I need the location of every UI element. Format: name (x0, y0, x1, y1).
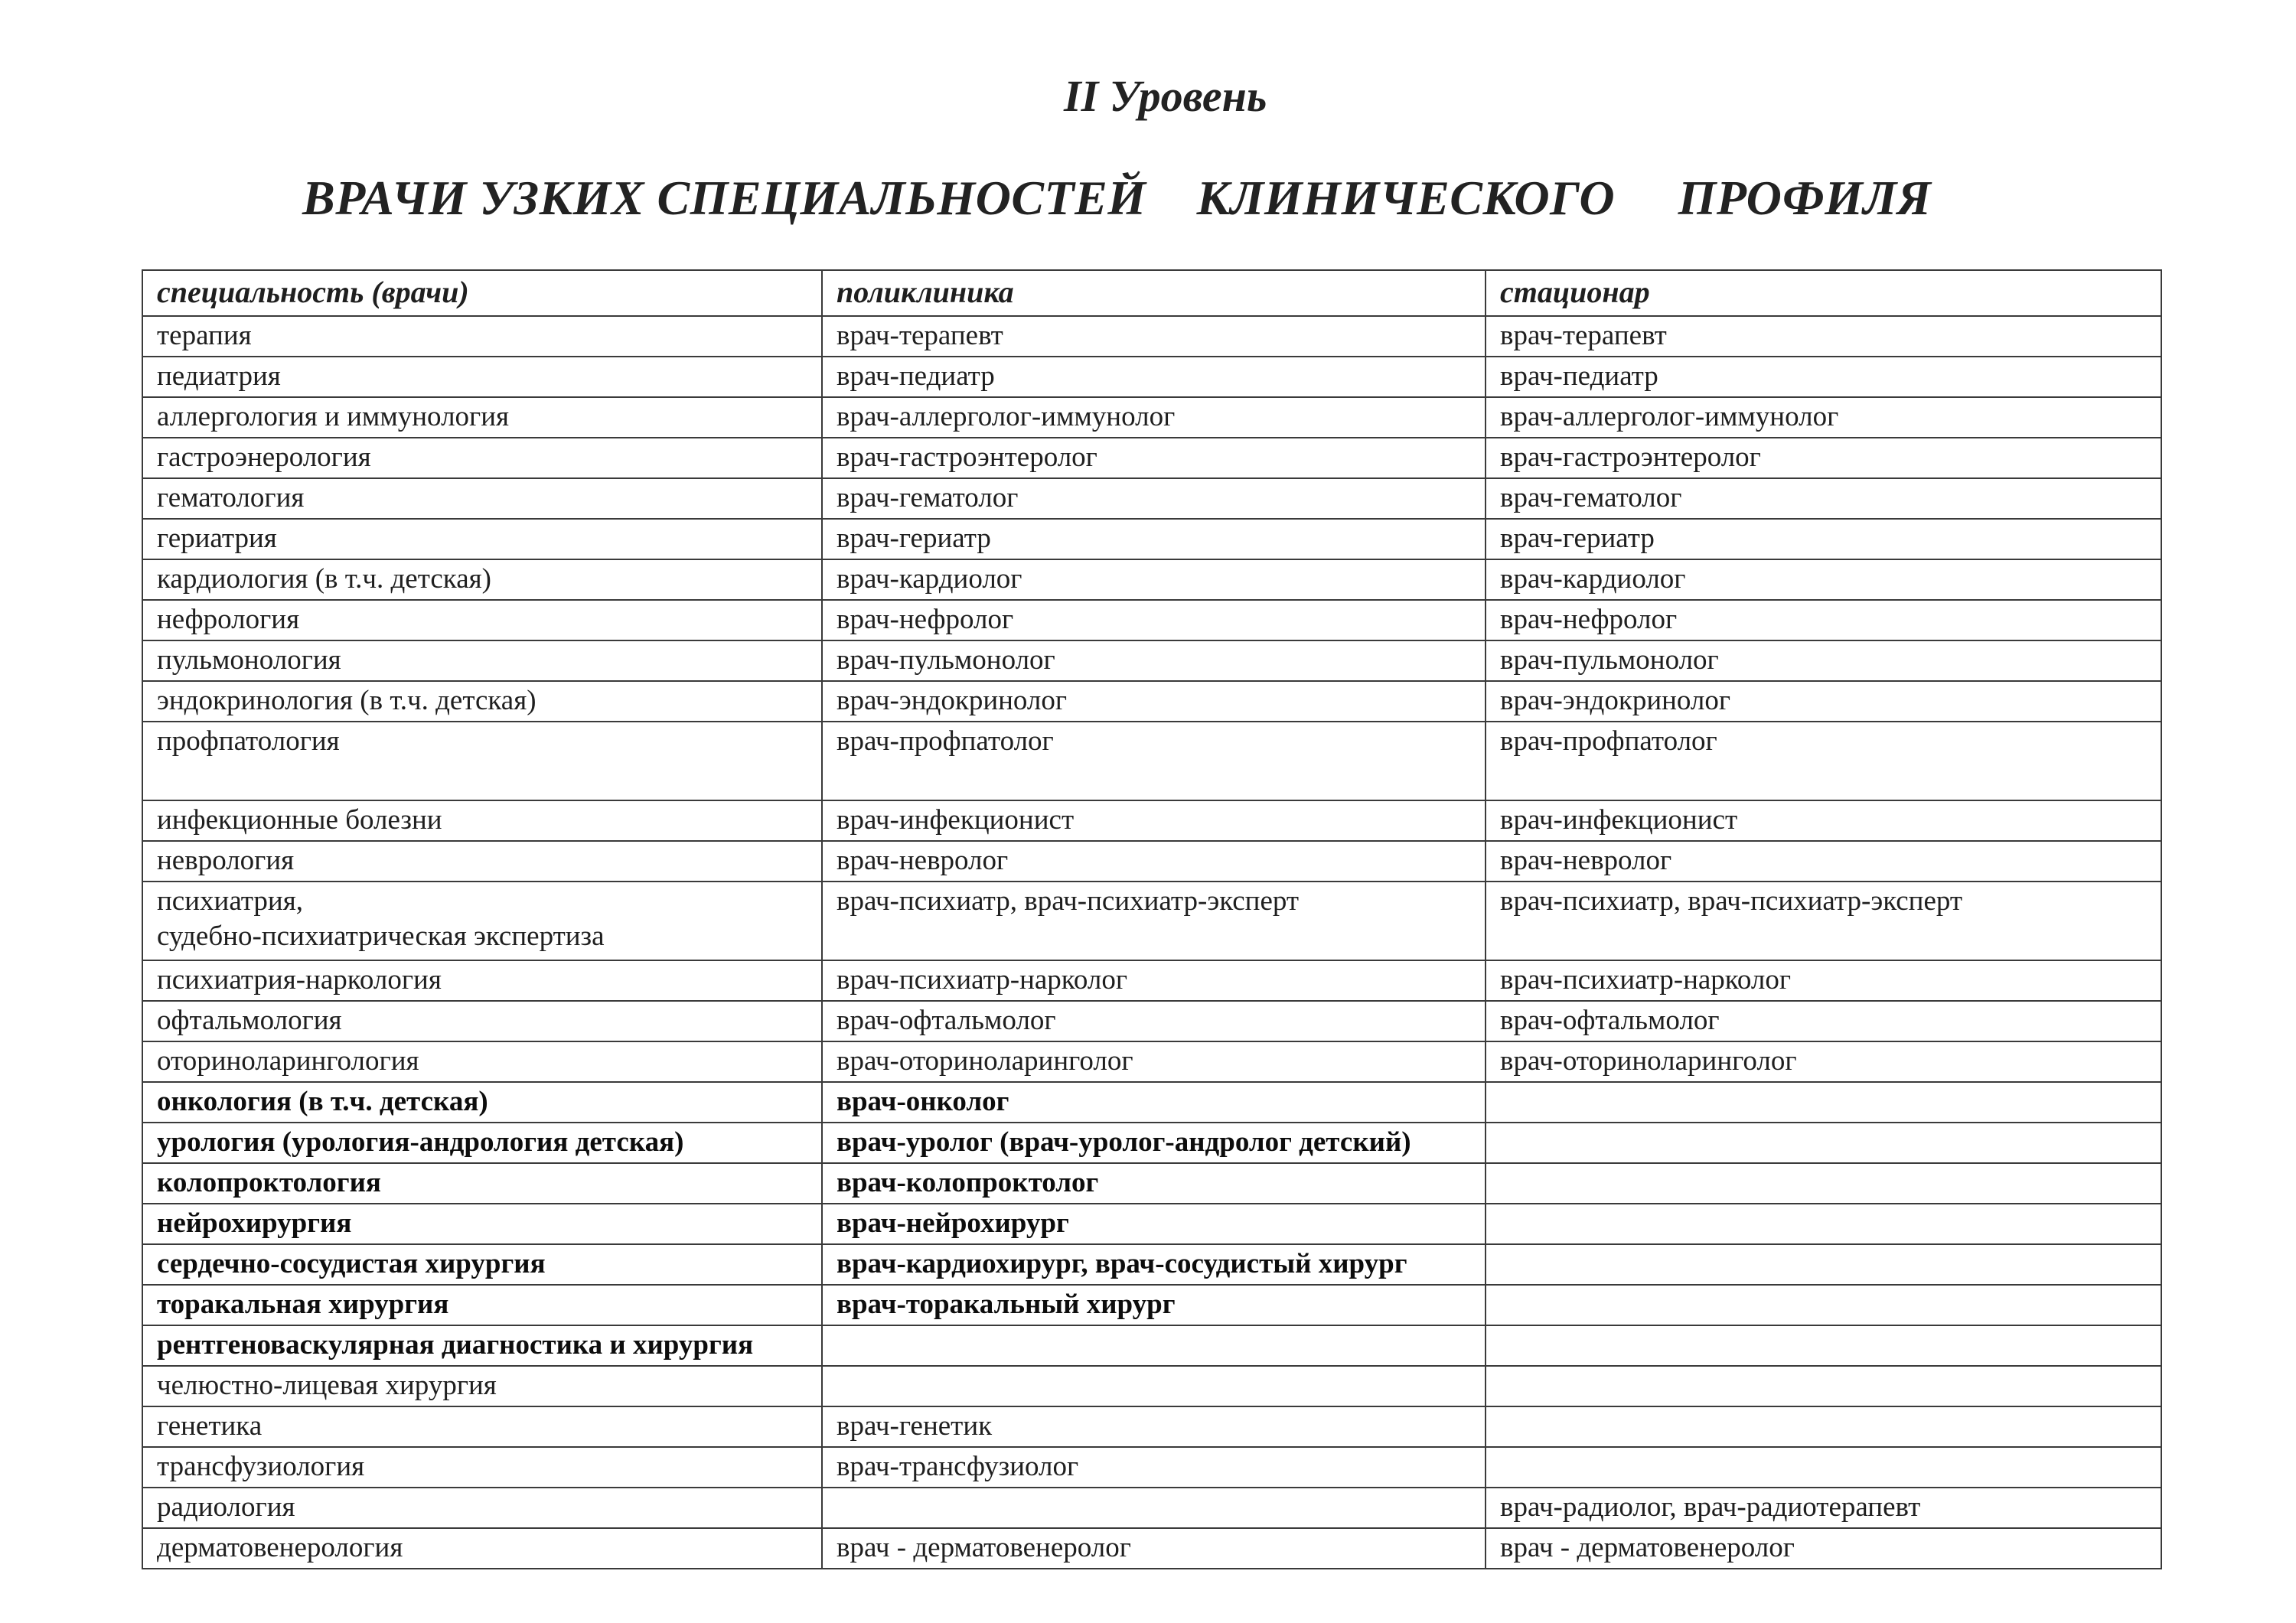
specialty-cell: пульмонология (142, 640, 822, 681)
hospital-cell (1486, 1406, 2161, 1447)
clinic-cell: врач-профпатолог (822, 722, 1486, 800)
specialty-line: судебно-психиатрическая экспертиза (157, 921, 605, 952)
table-row (142, 1082, 2161, 1123)
hospital-cell: врач-гастроэнтеролог (1486, 438, 2161, 478)
clinic-cell: врач-гастроэнтеролог (822, 438, 1486, 478)
specialty-cell: дерматовенерология (142, 1528, 822, 1569)
table-row (142, 1163, 2161, 1204)
specialists-table (142, 269, 2162, 1569)
hospital-cell: врач-эндокринолог (1486, 681, 2161, 722)
clinic-cell: врач-генетик (822, 1406, 1486, 1447)
clinic-cell: врач-психиатр, врач-психиатр-эксперт (822, 882, 1486, 960)
clinic-cell: врач-инфекционист (822, 800, 1486, 841)
column-header-hospital: стационар (1486, 270, 2161, 316)
hospital-cell: врач-кардиолог (1486, 559, 2161, 600)
table-row (142, 600, 2161, 640)
hospital-cell (1486, 1285, 2161, 1325)
table-row (142, 960, 2161, 1001)
table-row (142, 1123, 2161, 1163)
specialty-cell: трансфузиология (142, 1447, 822, 1488)
specialty-cell: торакальная хирургия (142, 1285, 822, 1325)
specialty-cell: педиатрия (142, 357, 822, 397)
specialty-cell: онкология (в т.ч. детская) (142, 1082, 822, 1123)
hospital-cell: врач-инфекционист (1486, 800, 2161, 841)
specialty-cell: нейрохирургия (142, 1204, 822, 1244)
hospital-cell: врач-терапевт (1486, 316, 2161, 357)
table-row (142, 1325, 2161, 1366)
column-header-specialty: специальность (врачи) (142, 270, 822, 316)
clinic-cell (822, 1325, 1486, 1366)
hospital-cell (1486, 1123, 2161, 1163)
specialty-cell: гематология (142, 478, 822, 519)
level-heading: II Уровень (1064, 71, 1267, 121)
clinic-cell: врач - дерматовенеролог (822, 1528, 1486, 1569)
specialty-cell: сердечно-сосудистая хирургия (142, 1244, 822, 1285)
clinic-cell: врач-уролог (врач-уролог-андролог детский) (822, 1123, 1486, 1163)
clinic-cell: врач-кардиохирург, врач-сосудистый хирург (822, 1244, 1486, 1285)
hospital-cell: врач-нефролог (1486, 600, 2161, 640)
hospital-cell: врач-педиатр (1486, 357, 2161, 397)
table-row (142, 722, 2161, 800)
hospital-cell: врач-гематолог (1486, 478, 2161, 519)
table-row (142, 357, 2161, 397)
clinic-cell: врач-колопроктолог (822, 1163, 1486, 1204)
specialty-cell (142, 882, 822, 960)
hospital-cell (1486, 1082, 2161, 1123)
specialty-cell: радиология (142, 1488, 822, 1528)
table-row (142, 1244, 2161, 1285)
specialty-cell: нефрология (142, 600, 822, 640)
clinic-cell: врач-нейрохирург (822, 1204, 1486, 1244)
specialty-cell: неврология (142, 841, 822, 882)
clinic-cell: врач-гериатр (822, 519, 1486, 559)
specialty-cell: гериатрия (142, 519, 822, 559)
specialty-cell: генетика (142, 1406, 822, 1447)
table-row (142, 519, 2161, 559)
hospital-cell (1486, 1366, 2161, 1406)
specialty-cell: инфекционные болезни (142, 800, 822, 841)
table-row (142, 1204, 2161, 1244)
table-row (142, 640, 2161, 681)
specialty-cell: колопроктология (142, 1163, 822, 1204)
clinic-cell: врач-офтальмолог (822, 1001, 1486, 1041)
specialty-cell: челюстно-лицевая хирургия (142, 1366, 822, 1406)
hospital-cell: врач-профпатолог (1486, 722, 2161, 800)
clinic-cell: врач-педиатр (822, 357, 1486, 397)
table-row (142, 1366, 2161, 1406)
hospital-cell: врач-офтальмолог (1486, 1001, 2161, 1041)
table-row (142, 800, 2161, 841)
table-row (142, 1041, 2161, 1082)
clinic-cell: врач-онколог (822, 1082, 1486, 1123)
hospital-cell: врач-психиатр, врач-психиатр-эксперт (1486, 882, 2161, 960)
specialty-cell: профпатология (142, 722, 822, 800)
clinic-cell: врач-оториноларинголог (822, 1041, 1486, 1082)
clinic-cell: врач-нефролог (822, 600, 1486, 640)
hospital-cell: врач-невролог (1486, 841, 2161, 882)
specialty-line: психиатрия, (157, 885, 303, 917)
clinic-cell: врач-психиатр-нарколог (822, 960, 1486, 1001)
table-row (142, 1285, 2161, 1325)
table-row (142, 681, 2161, 722)
hospital-cell (1486, 1204, 2161, 1244)
table-row (142, 841, 2161, 882)
specialty-cell: оториноларингология (142, 1041, 822, 1082)
table-row (142, 882, 2161, 960)
hospital-cell: врач-радиолог, врач-радиотерапевт (1486, 1488, 2161, 1528)
clinic-cell: врач-гематолог (822, 478, 1486, 519)
table-row (142, 1488, 2161, 1528)
table-row (142, 1001, 2161, 1041)
hospital-cell (1486, 1447, 2161, 1488)
table-header-row (142, 270, 2161, 316)
table-row (142, 1406, 2161, 1447)
clinic-cell: врач-аллерголог-иммунолог (822, 397, 1486, 438)
table-row (142, 316, 2161, 357)
specialty-cell: аллергология и иммунология (142, 397, 822, 438)
table-row (142, 1447, 2161, 1488)
specialty-cell: рентгеноваскулярная диагностика и хирургия (142, 1325, 822, 1366)
table-row (142, 478, 2161, 519)
specialty-cell: гастроэнерология (142, 438, 822, 478)
hospital-cell: врач-психиатр-нарколог (1486, 960, 2161, 1001)
document-title: ВРАЧИ УЗКИХ СПЕЦИАЛЬНОСТЕЙ КЛИНИЧЕСКОГО ПРОФИЛЯ (302, 171, 1932, 225)
hospital-cell: врач - дерматовенеролог (1486, 1528, 2161, 1569)
hospital-cell (1486, 1325, 2161, 1366)
hospital-cell: врач-гериатр (1486, 519, 2161, 559)
specialty-cell: офтальмология (142, 1001, 822, 1041)
table-row (142, 397, 2161, 438)
clinic-cell: врач-пульмонолог (822, 640, 1486, 681)
clinic-cell: врач-терапевт (822, 316, 1486, 357)
clinic-cell (822, 1366, 1486, 1406)
specialty-cell: эндокринология (в т.ч. детская) (142, 681, 822, 722)
hospital-cell (1486, 1244, 2161, 1285)
hospital-cell: врач-аллерголог-иммунолог (1486, 397, 2161, 438)
clinic-cell: врач-кардиолог (822, 559, 1486, 600)
clinic-cell: врач-трансфузиолог (822, 1447, 1486, 1488)
column-header-clinic: поликлиника (822, 270, 1486, 316)
hospital-cell: врач-оториноларинголог (1486, 1041, 2161, 1082)
table-row (142, 559, 2161, 600)
clinic-cell: врач-эндокринолог (822, 681, 1486, 722)
clinic-cell: врач-невролог (822, 841, 1486, 882)
clinic-cell (822, 1488, 1486, 1528)
table-row (142, 1528, 2161, 1569)
specialty-cell: урология (урология-андрология детская) (142, 1123, 822, 1163)
hospital-cell (1486, 1163, 2161, 1204)
hospital-cell: врач-пульмонолог (1486, 640, 2161, 681)
specialty-cell: терапия (142, 316, 822, 357)
table-row (142, 438, 2161, 478)
specialty-cell: психиатрия-наркология (142, 960, 822, 1001)
clinic-cell: врач-торакальный хирург (822, 1285, 1486, 1325)
specialty-cell: кардиология (в т.ч. детская) (142, 559, 822, 600)
